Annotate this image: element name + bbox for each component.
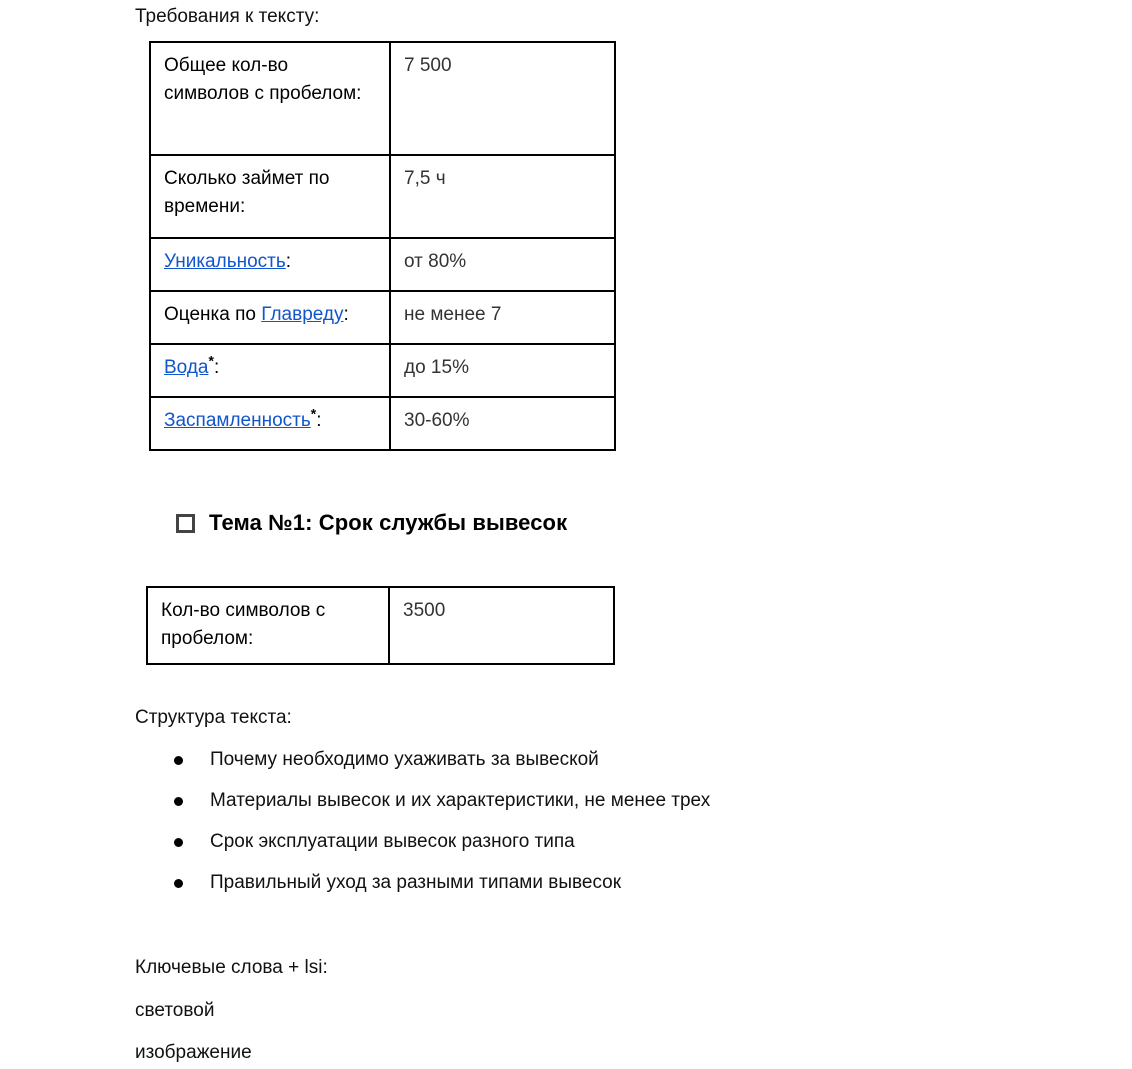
row-label-glavred [150,291,390,344]
value-text: от 80% [404,251,467,272]
value-text: 3500 [403,600,446,621]
table-row [150,344,615,397]
footnote-star: * [310,405,317,422]
label-text: Сколько займет по времени: [164,168,330,217]
list-item-label: Правильный уход за разными типами вывесок [210,872,622,893]
water-link[interactable]: Вода [164,357,209,378]
list-item [174,789,710,813]
label-prefix: Оценка по [164,304,262,325]
row-value-total-chars [390,42,615,155]
spamminess-link[interactable]: Заспамленность [164,410,311,431]
topic-title: Тема №1: Срок службы вывесок [209,510,568,535]
row-value-water [390,344,615,397]
list-item-label: Срок эксплуатации вывесок разного типа [210,831,575,852]
table-row [150,42,615,155]
row-label-uniqueness [150,238,390,291]
checkbox-icon[interactable] [176,514,195,533]
bullet-icon [174,879,183,888]
table-row [147,587,614,664]
label-suffix: : [285,251,292,272]
row-value-glavred [390,291,615,344]
list-item-label: Почему необходимо ухаживать за вывеской [210,749,599,770]
structure-heading: Структура текста: [135,707,292,728]
row-label-time [150,155,390,238]
row-value-time [390,155,615,238]
value-text: 7,5 ч [404,168,446,189]
row-label-topic-chars [147,587,389,664]
uniqueness-link[interactable]: Уникальность [164,251,286,272]
glavred-link[interactable]: Главреду [261,304,344,325]
row-label-water [150,344,390,397]
structure-list [174,748,710,912]
label-suffix: : [316,410,322,431]
topic-heading [176,510,567,536]
list-item [174,830,710,854]
value-text: не менее 7 [404,304,502,325]
requirements-heading: Требования к тексту: [135,6,320,27]
table-row [150,238,615,291]
row-label-spamminess [150,397,390,450]
requirements-table [149,41,616,451]
table-row [150,397,615,450]
keywords-heading: Ключевые слова + lsi: [135,957,328,978]
row-value-topic-chars [389,587,614,664]
list-item [174,748,710,772]
label-text: Кол-во символов с пробелом: [161,600,326,649]
label-text: Общее кол-во символов с пробелом: [164,55,362,104]
table-row [150,155,615,238]
bullet-icon [174,756,183,765]
keyword-item-2: изображение [135,1042,252,1063]
footnote-star: * [208,352,214,369]
label-suffix: : [213,357,220,378]
list-item [174,871,710,895]
table-row [150,291,615,344]
row-value-uniqueness [390,238,615,291]
bullet-icon [174,797,183,806]
list-item-label: Материалы вывесок и их характеристики, не менее трех [210,790,711,811]
value-text: 7 500 [404,55,452,76]
keyword-item-1: световой [135,1000,215,1021]
topic-chars-table [146,586,615,665]
label-suffix: : [343,304,349,325]
row-label-total-chars [150,42,390,155]
row-value-spamminess [390,397,615,450]
value-text: 30-60% [404,410,470,431]
bullet-icon [174,838,183,847]
value-text: до 15% [404,357,469,378]
